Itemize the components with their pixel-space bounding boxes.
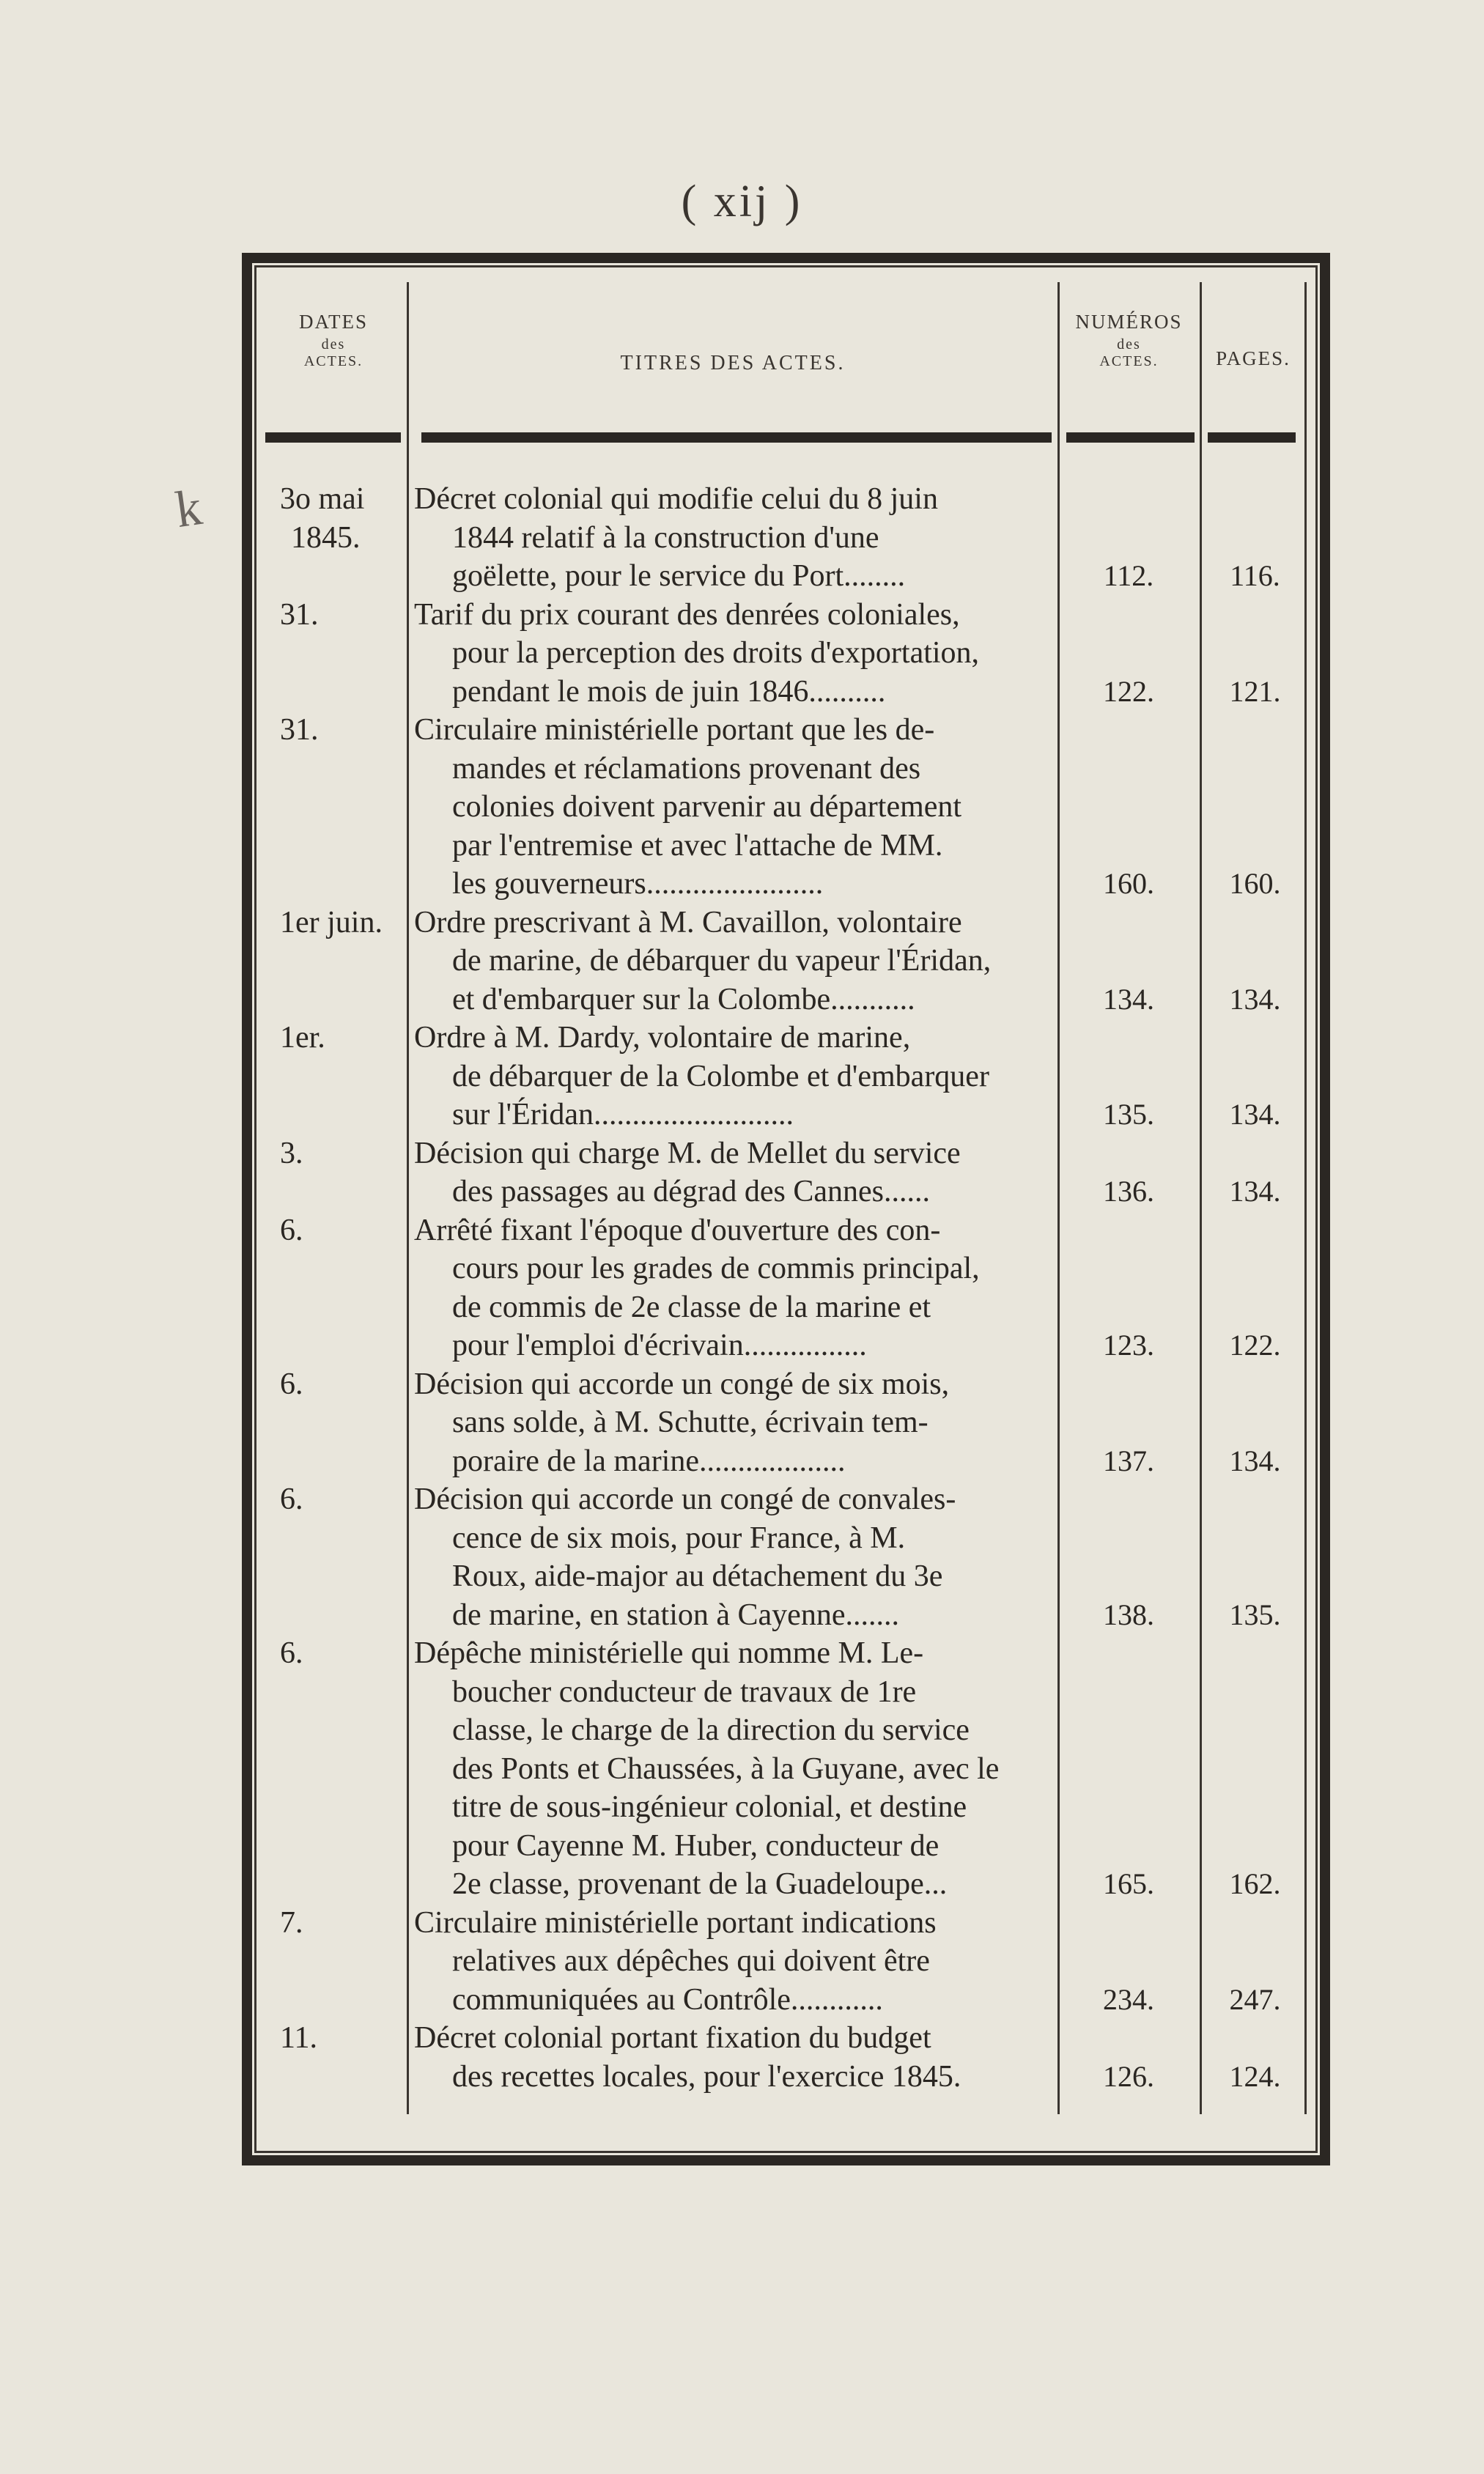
entry-date-line: 1er juin. xyxy=(280,905,383,939)
entry-date xyxy=(258,480,405,557)
entry-date-line: 3. xyxy=(280,1136,303,1170)
entry-title xyxy=(414,711,1059,904)
pencil-mark: k xyxy=(171,479,206,539)
entry-title xyxy=(414,1904,1059,2020)
entry-title-line: Ordre à M. Dardy, volontaire de marine, xyxy=(414,1021,911,1055)
entry-title-line: Circulaire ministérielle portant indications xyxy=(414,1905,937,1940)
header-rule xyxy=(421,432,1052,443)
entry-title-line: cours pour les grades de commis principal, xyxy=(452,1252,980,1285)
entry-date-line: 6. xyxy=(280,1213,303,1247)
header-pages: PAGES. xyxy=(1216,347,1291,369)
entry-number: 135. xyxy=(1103,1098,1154,1131)
entry-date xyxy=(258,1480,405,1519)
entry-title xyxy=(414,1480,1059,1634)
entry-title-line: Décision qui charge M. de Mellet du service xyxy=(414,1136,961,1170)
entry-page: 135. xyxy=(1229,1598,1281,1631)
entry-title xyxy=(414,596,1059,712)
entry-title-line: 2e classe, provenant de la Guadeloupe... xyxy=(452,1867,948,1901)
entry-title xyxy=(414,1365,1059,1481)
entry-title-line: Ordre prescrivant à M. Cavaillon, volontaire xyxy=(414,905,962,939)
entry-number: 126. xyxy=(1103,2059,1154,2093)
entry-title xyxy=(414,1134,1059,1211)
entry-date xyxy=(258,1134,405,1173)
entry-title-line: relatives aux dépêches qui doivent être xyxy=(452,1944,930,1978)
entry-title-line: pour la perception des droits d'exportation, xyxy=(452,636,980,670)
entry-date xyxy=(258,711,405,750)
entry-page: 116. xyxy=(1230,559,1280,592)
entry-page: 134. xyxy=(1229,1444,1281,1477)
entry-title-line: pour l'emploi d'écrivain................ xyxy=(452,1329,867,1362)
entry-title-line: de marine, de débarquer du vapeur l'Éridan, xyxy=(452,944,992,978)
column-divider xyxy=(407,282,409,2114)
entry-date-line: 31. xyxy=(280,597,319,632)
entry-page: 121. xyxy=(1229,674,1281,708)
entry-page: 134. xyxy=(1229,1175,1281,1208)
entry-title-line: mandes et réclamations provenant des xyxy=(452,751,921,786)
entry-title-line: communiquées au Contrôle............ xyxy=(452,1982,883,2017)
entry-title-line: de débarquer de la Colombe et d'embarquer xyxy=(452,1059,989,1093)
entry-number: 122. xyxy=(1103,674,1154,708)
entry-title-line: Arrêté fixant l'époque d'ouverture des con- xyxy=(414,1213,941,1247)
entry-title-line: pour Cayenne M. Huber, conducteur de xyxy=(452,1828,940,1863)
entry-title xyxy=(414,2019,1059,2096)
entry-title-line: de commis de 2e classe de la marine et xyxy=(452,1290,931,1324)
entry-title-line: boucher conducteur de travaux de 1re xyxy=(452,1674,917,1709)
entry-page: 124. xyxy=(1229,2059,1281,2093)
entry-date xyxy=(258,1019,405,1057)
entry-date-line: 1845. xyxy=(291,520,361,555)
entry-title-line: titre de sous-ingénieur colonial, et destine xyxy=(452,1790,967,1824)
header-titres: TITRES DES ACTES. xyxy=(620,352,846,374)
entry-title-line: Dépêche ministérielle qui nomme M. Le- xyxy=(414,1636,924,1670)
entry-date-line: 3o mai xyxy=(280,482,365,516)
entry-title-line: classe, le charge de la direction du service xyxy=(452,1713,970,1747)
entry-title xyxy=(414,480,1059,596)
entry-number: 234. xyxy=(1103,1982,1154,2016)
entry-number: 134. xyxy=(1103,982,1154,1016)
entry-title-line: Circulaire ministérielle portant que les de- xyxy=(414,713,935,747)
entry-date-line: 7. xyxy=(280,1905,303,1940)
entry-title-line: des Ponts et Chaussées, à la Guyane, avec le xyxy=(452,1751,1000,1786)
entry-title-line: Tarif du prix courant des denrées coloniales, xyxy=(414,597,960,632)
entry-title-line: Décision qui accorde un congé de convales- xyxy=(414,1482,956,1516)
entry-title-line: colonies doivent parvenir au département xyxy=(452,790,962,824)
entry-date xyxy=(258,1634,405,1673)
entry-date xyxy=(258,904,405,942)
entry-date-line: 11. xyxy=(280,2021,317,2055)
entry-date xyxy=(258,1904,405,1943)
entry-number: 123. xyxy=(1103,1329,1154,1362)
entry-number: 138. xyxy=(1103,1598,1154,1631)
entry-title-line: cence de six mois, pour France, à M. xyxy=(452,1521,906,1555)
entry-number: 160. xyxy=(1103,867,1154,900)
header-rule xyxy=(1066,432,1195,443)
entry-title-line: de marine, en station à Cayenne....... xyxy=(452,1598,899,1632)
entry-title xyxy=(414,1634,1059,1904)
entry-page: 122. xyxy=(1229,1329,1281,1362)
entry-date-line: 1er. xyxy=(280,1021,325,1055)
entry-number: 165. xyxy=(1103,1867,1154,1900)
header-dates: DATES des ACTES. xyxy=(298,311,368,370)
entry-title-line: pendant le mois de juin 1846.......... xyxy=(452,674,886,709)
header-numeros: NUMÉROS des ACTES. xyxy=(1075,311,1183,370)
entry-date-line: 31. xyxy=(280,713,319,747)
entry-title-line: par l'entremise et avec l'attache de MM. xyxy=(452,828,943,863)
entry-date xyxy=(258,1211,405,1250)
entry-date xyxy=(258,2019,405,2058)
entry-title-line: Décision qui accorde un congé de six mois, xyxy=(414,1367,950,1401)
entry-title-line: poraire de la marine................... xyxy=(452,1444,846,1478)
entry-page: 162. xyxy=(1229,1867,1281,1900)
header-rule xyxy=(265,432,401,443)
entry-title-line: 1844 relatif à la construction d'une xyxy=(452,520,879,555)
entry-title xyxy=(414,1211,1059,1365)
entry-title-line: goëlette, pour le service du Port........ xyxy=(452,559,906,593)
entry-title-line: les gouverneurs....................... xyxy=(452,867,824,901)
entry-page: 134. xyxy=(1229,982,1281,1016)
entry-date xyxy=(258,596,405,635)
entry-title-line: et d'embarquer sur la Colombe........... xyxy=(452,982,915,1016)
entry-page: 160. xyxy=(1229,867,1281,900)
entry-date-line: 6. xyxy=(280,1482,303,1516)
entry-title-line: Décret colonial portant fixation du budget xyxy=(414,2021,931,2055)
entry-number: 112. xyxy=(1103,559,1154,592)
entry-title xyxy=(414,1019,1059,1134)
entry-number: 137. xyxy=(1103,1444,1154,1477)
entry-page: 134. xyxy=(1229,1098,1281,1131)
header-rule xyxy=(1208,432,1296,443)
page-number: ( xij ) xyxy=(681,177,803,226)
entry-page: 247. xyxy=(1229,1982,1281,2016)
entry-title-line: Roux, aide-major au détachement du 3e xyxy=(452,1559,943,1593)
entry-title-line: sans solde, à M. Schutte, écrivain tem- xyxy=(452,1406,929,1439)
entry-title-line: des recettes locales, pour l'exercice 1845. xyxy=(452,2059,961,2094)
entry-title-line: Décret colonial qui modifie celui du 8 juin xyxy=(414,482,938,516)
entry-date-line: 6. xyxy=(280,1636,303,1670)
entry-date xyxy=(258,1365,405,1404)
entry-title-line: sur l'Éridan.......................... xyxy=(452,1098,794,1131)
entry-title xyxy=(414,904,1059,1019)
entry-title-line: des passages au dégrad des Cannes...... xyxy=(452,1175,930,1208)
entry-date-line: 6. xyxy=(280,1367,303,1401)
entry-number: 136. xyxy=(1103,1175,1154,1208)
